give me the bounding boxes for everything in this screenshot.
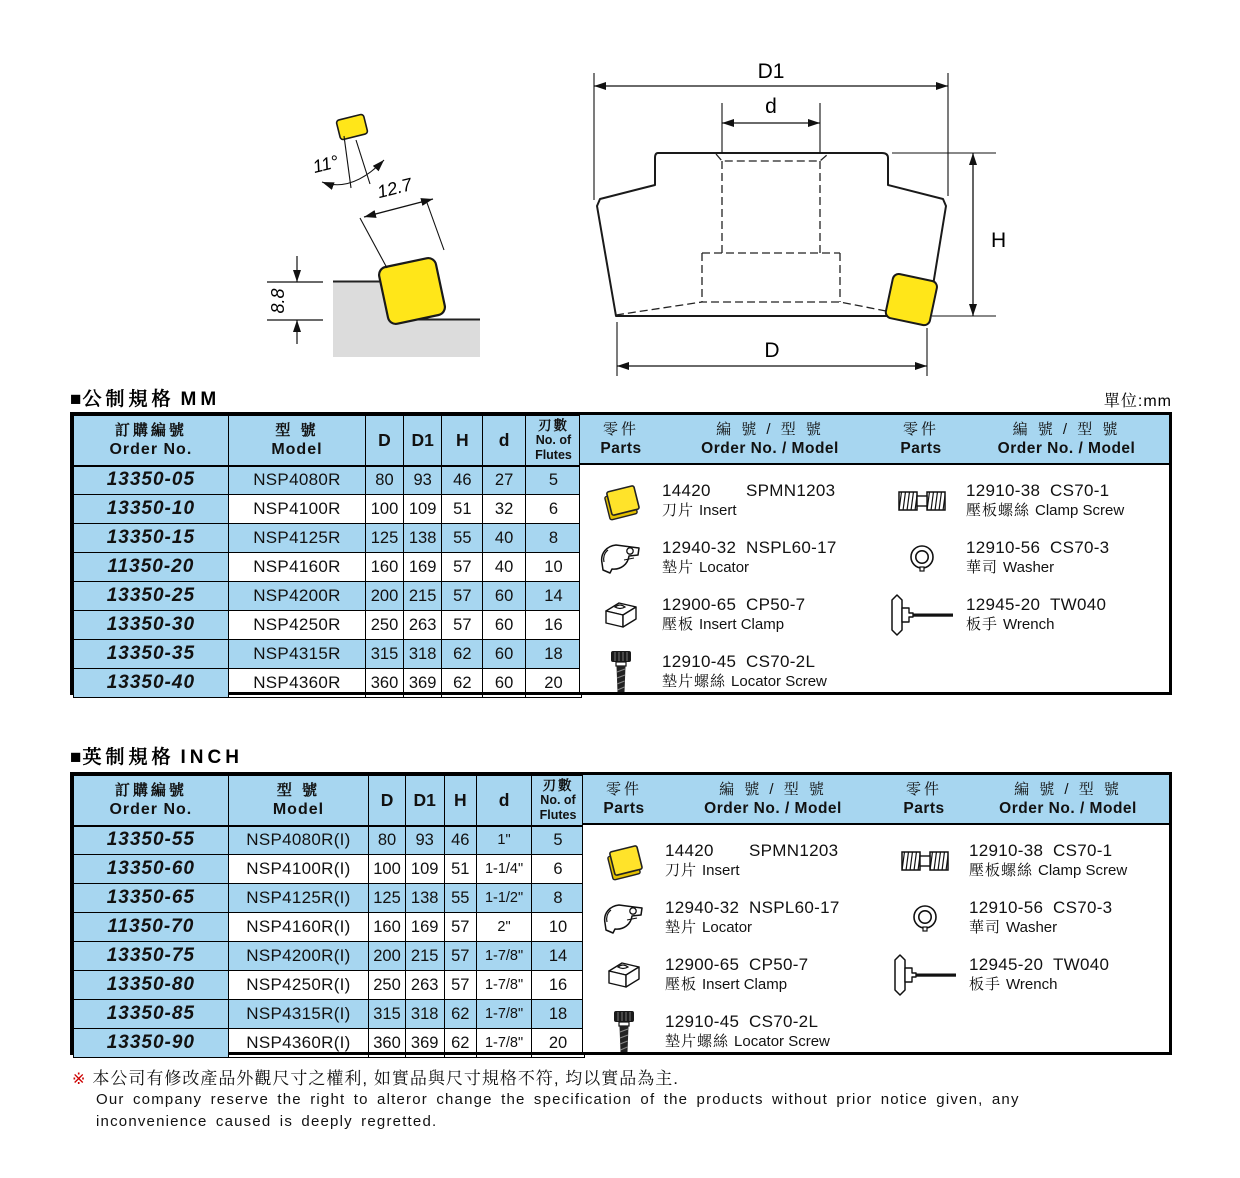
metric-parts-panel — [579, 415, 1169, 692]
flutes-cell: 10 — [532, 913, 585, 942]
dd-cell: 60 — [483, 669, 526, 698]
model-cell: NSP4200R(I) — [228, 942, 368, 971]
parts-column-right — [878, 472, 1169, 700]
flutes-cell: 8 — [525, 524, 581, 553]
d1-cell: 263 — [405, 971, 444, 1000]
part-entry-wrench: 12945-20 TW040 板手 Wrench — [881, 946, 1169, 1003]
footnote-mark: ※ — [72, 1071, 87, 1088]
d1-cell: 369 — [405, 1029, 444, 1058]
model-cell: NSP4250R(I) — [228, 971, 368, 1000]
part-entry-locator-screw: 12910-45 CS70-2L 墊片螺絲 Locator Screw — [583, 1003, 881, 1060]
table-row — [74, 582, 582, 611]
d1-cell: 215 — [405, 942, 444, 971]
d-cell: 160 — [366, 553, 404, 582]
d-cell: 250 — [366, 611, 404, 640]
model-cell: NSP4160R — [228, 553, 365, 582]
disclaimer — [72, 1064, 1182, 1133]
dd-cell: 40 — [483, 553, 526, 582]
clamp-screw-icon — [878, 488, 966, 514]
model-cell: NSP4080R — [228, 466, 365, 495]
h-cell: 55 — [444, 884, 477, 913]
cutter-side-view — [594, 60, 1006, 376]
model-cell: NSP4250R — [228, 611, 365, 640]
d1-cell: 169 — [403, 553, 442, 582]
order-no-cell: 13350-25 — [74, 582, 229, 611]
table-row — [74, 466, 582, 495]
model-cell: NSP4080R(I) — [228, 826, 368, 855]
d-cell: 100 — [366, 495, 404, 524]
col-flutes: 刃數 No. of Flutes — [525, 416, 581, 466]
d-cell: 160 — [369, 913, 406, 942]
dim-label-H: H — [991, 229, 1007, 252]
col-D: D — [369, 776, 406, 826]
col-flutes: 刃數 No. of Flutes — [532, 776, 585, 826]
part-entry-insert: 14420 SPMN1203 刀片 Insert — [580, 472, 878, 529]
part-entry-locator: 12940-32 NSPL60-17 墊片 Locator — [583, 889, 881, 946]
dim-label-D1: D1 — [757, 60, 785, 83]
d-cell: 125 — [366, 524, 404, 553]
flutes-cell: 5 — [532, 826, 585, 855]
table-row — [74, 669, 582, 698]
h-cell: 57 — [442, 582, 483, 611]
locator-icon — [580, 540, 662, 576]
dd-cell: 1-7/8" — [477, 971, 532, 1000]
table-row — [74, 553, 582, 582]
order-no-cell: 13350-80 — [74, 971, 229, 1000]
part-entry-clamp-screw: 12910-38 CS70-1 壓板螺絲 Clamp Screw — [878, 472, 1169, 529]
technical-diagrams — [0, 0, 1240, 402]
inch-table — [73, 775, 585, 1058]
d1-cell: 138 — [403, 524, 442, 553]
h-cell: 51 — [442, 495, 483, 524]
model-cell: NSP4160R(I) — [228, 913, 368, 942]
flutes-cell: 14 — [525, 582, 581, 611]
col-d: d — [477, 776, 532, 826]
h-cell: 62 — [444, 1029, 477, 1058]
large-insert — [378, 257, 447, 326]
model-cell: NSP4125R(I) — [228, 884, 368, 913]
order-no-cell: 13350-10 — [74, 495, 229, 524]
flutes-cell: 20 — [532, 1029, 585, 1058]
metric-section-head — [70, 384, 1172, 411]
d-cell: 125 — [369, 884, 406, 913]
d-cell: 80 — [369, 826, 406, 855]
part-entry-locator-screw: 12910-45 CS70-2L 墊片螺絲 Locator Screw — [580, 643, 878, 700]
locator-screw-icon — [580, 650, 662, 694]
table-row — [74, 524, 582, 553]
h-cell: 51 — [444, 855, 477, 884]
flutes-cell: 14 — [532, 942, 585, 971]
flutes-cell: 5 — [525, 466, 581, 495]
col-d: d — [483, 416, 526, 466]
col-D: D — [366, 416, 404, 466]
d-cell: 200 — [369, 942, 406, 971]
locator-icon — [583, 900, 665, 936]
flutes-cell: 10 — [525, 553, 581, 582]
h-cell: 57 — [444, 971, 477, 1000]
flutes-cell: 20 — [525, 669, 581, 698]
insert-icon — [583, 841, 665, 881]
d1-cell: 109 — [403, 495, 442, 524]
h-cell: 57 — [442, 611, 483, 640]
d-cell: 360 — [369, 1029, 406, 1058]
cutter-insert — [885, 273, 938, 326]
order-no-cell: 13350-55 — [74, 826, 229, 855]
h-cell: 46 — [444, 826, 477, 855]
table-row — [74, 1029, 585, 1058]
d1-cell: 263 — [403, 611, 442, 640]
d-cell: 360 — [366, 669, 404, 698]
inch-table-wrap — [70, 772, 1172, 1055]
small-insert — [336, 114, 368, 140]
d-cell: 80 — [366, 466, 404, 495]
order-no-cell: 13350-75 — [74, 942, 229, 971]
inch-header-row — [74, 776, 585, 826]
order-no-cell: 13350-65 — [74, 884, 229, 913]
table-row — [74, 495, 582, 524]
flutes-cell: 6 — [532, 855, 585, 884]
model-cell: NSP4315R — [228, 640, 365, 669]
flutes-cell: 8 — [532, 884, 585, 913]
dim-label-step: 8.8 — [268, 288, 288, 314]
parts-column-right — [881, 832, 1169, 1060]
model-cell: NSP4125R — [228, 524, 365, 553]
col-order: 訂購編號 Order No. — [74, 776, 229, 826]
h-cell: 55 — [442, 524, 483, 553]
dim-label-d: d — [765, 95, 777, 118]
dd-cell: 1" — [477, 826, 532, 855]
dd-cell: 1-7/8" — [477, 1029, 532, 1058]
col-model: 型 號 Model — [228, 416, 365, 466]
d1-cell: 109 — [405, 855, 444, 884]
clamp-screw-icon — [881, 848, 969, 874]
dd-cell: 1-7/8" — [477, 942, 532, 971]
h-cell: 62 — [442, 640, 483, 669]
dd-cell: 1-7/8" — [477, 1000, 532, 1029]
part-entry-insert-clamp: 12900-65 CP50-7 壓板 Insert Clamp — [583, 946, 881, 1003]
parts-column-left — [583, 832, 881, 1060]
order-no-cell: 13350-40 — [74, 669, 229, 698]
col-order: 訂購編號 Order No. — [74, 416, 229, 466]
col-D1: D1 — [405, 776, 444, 826]
dd-cell: 2" — [477, 913, 532, 942]
table-row — [74, 640, 582, 669]
metric-section-title: ■公制規格 MM — [70, 389, 221, 410]
model-cell: NSP4100R(I) — [228, 855, 368, 884]
flutes-cell: 16 — [525, 611, 581, 640]
order-no-cell: 11350-20 — [74, 553, 229, 582]
insert-clamp-icon — [580, 598, 662, 632]
flutes-cell: 6 — [525, 495, 581, 524]
table-row — [74, 942, 585, 971]
table-row — [74, 611, 582, 640]
h-cell: 57 — [442, 553, 483, 582]
parts-list — [583, 825, 1169, 1060]
dim-label-D: D — [764, 339, 780, 362]
unit-label: 單位:mm — [1103, 393, 1172, 410]
flutes-cell: 16 — [532, 971, 585, 1000]
metric-table — [73, 415, 582, 698]
model-cell: NSP4315R(I) — [228, 1000, 368, 1029]
dd-cell: 60 — [483, 640, 526, 669]
dim-label-angle: 11° — [310, 151, 341, 178]
flutes-cell: 18 — [525, 640, 581, 669]
order-no-cell: 13350-35 — [74, 640, 229, 669]
metric-header-row — [74, 416, 582, 466]
dd-cell: 1-1/4" — [477, 855, 532, 884]
inch-section-head — [70, 742, 1172, 769]
order-no-cell: 13350-15 — [74, 524, 229, 553]
table-row — [74, 1000, 585, 1029]
col-model: 型 號 Model — [228, 776, 368, 826]
model-cell: NSP4360R — [228, 669, 365, 698]
table-row — [74, 913, 585, 942]
h-cell: 46 — [442, 466, 483, 495]
d-cell: 315 — [369, 1000, 406, 1029]
h-cell: 57 — [444, 913, 477, 942]
h-cell: 62 — [442, 669, 483, 698]
order-no-cell: 13350-85 — [74, 1000, 229, 1029]
table-row — [74, 971, 585, 1000]
model-cell: NSP4100R — [228, 495, 365, 524]
dd-cell: 60 — [483, 582, 526, 611]
wrench-icon — [878, 594, 966, 636]
washer-icon — [881, 903, 969, 933]
part-entry-washer: 12910-56 CS70-3 華司 Washer — [881, 889, 1169, 946]
col-H: H — [444, 776, 477, 826]
d1-cell: 318 — [405, 1000, 444, 1029]
inch-section-title: ■英制規格 INCH — [70, 747, 243, 768]
part-entry-washer: 12910-56 CS70-3 華司 Washer — [878, 529, 1169, 586]
d-cell: 100 — [369, 855, 406, 884]
section-marker: ■ — [70, 389, 83, 410]
insert-geometry-view — [267, 114, 480, 357]
d1-cell: 93 — [403, 466, 442, 495]
parts-header: 零件 Parts 編 號 / 型 號 Order No. / Model 零件 Parts 編 號 / 型 號 Order No. / Model — [583, 775, 1169, 825]
part-entry-clamp-screw: 12910-38 CS70-1 壓板螺絲 Clamp Screw — [881, 832, 1169, 889]
metric-table-wrap — [70, 412, 1172, 695]
wrench-icon — [881, 954, 969, 996]
order-no-cell: 13350-30 — [74, 611, 229, 640]
locator-screw-icon — [583, 1010, 665, 1054]
d1-cell: 369 — [403, 669, 442, 698]
h-cell: 57 — [444, 942, 477, 971]
order-no-cell: 13350-60 — [74, 855, 229, 884]
part-entry-insert-clamp: 12900-65 CP50-7 壓板 Insert Clamp — [580, 586, 878, 643]
order-no-cell: 13350-05 — [74, 466, 229, 495]
col-H: H — [442, 416, 483, 466]
flutes-cell: 18 — [532, 1000, 585, 1029]
table-row — [74, 826, 585, 855]
insert-clamp-icon — [583, 958, 665, 992]
dd-cell: 60 — [483, 611, 526, 640]
parts-column-left — [580, 472, 878, 700]
d1-cell: 138 — [405, 884, 444, 913]
col-D1: D1 — [403, 416, 442, 466]
dd-cell: 27 — [483, 466, 526, 495]
table-row — [74, 884, 585, 913]
insert-icon — [580, 481, 662, 521]
d-cell: 315 — [366, 640, 404, 669]
d1-cell: 215 — [403, 582, 442, 611]
dd-cell: 32 — [483, 495, 526, 524]
dd-cell: 40 — [483, 524, 526, 553]
part-entry-locator: 12940-32 NSPL60-17 墊片 Locator — [580, 529, 878, 586]
model-cell: NSP4200R — [228, 582, 365, 611]
d1-cell: 169 — [405, 913, 444, 942]
part-entry-wrench: 12945-20 TW040 板手 Wrench — [878, 586, 1169, 643]
order-no-cell: 13350-90 — [74, 1029, 229, 1058]
h-cell: 62 — [444, 1000, 477, 1029]
table-row — [74, 855, 585, 884]
inch-parts-panel — [582, 775, 1169, 1052]
section-marker: ■ — [70, 747, 83, 768]
d1-cell: 318 — [403, 640, 442, 669]
washer-icon — [878, 543, 966, 573]
part-entry-insert: 14420 SPMN1203 刀片 Insert — [583, 832, 881, 889]
disclaimer-en-2: inconvenience caused is deeply regretted. — [96, 1113, 438, 1130]
disclaimer-en-1: Our company reserve the right to alteror change the specification of the products without prior notice given, any — [96, 1091, 1020, 1108]
order-no-cell: 11350-70 — [74, 913, 229, 942]
d1-cell: 93 — [405, 826, 444, 855]
model-cell: NSP4360R(I) — [228, 1029, 368, 1058]
d-cell: 200 — [366, 582, 404, 611]
parts-header: 零件 Parts 編 號 / 型 號 Order No. / Model 零件 Parts 編 號 / 型 號 Order No. / Model — [580, 415, 1169, 465]
dd-cell: 1-1/2" — [477, 884, 532, 913]
parts-list — [580, 465, 1169, 700]
disclaimer-zh: 本公司有修改產品外觀尺寸之權利, 如實品與尺寸規格不符, 均以實品為主. — [92, 1069, 680, 1088]
d-cell: 250 — [369, 971, 406, 1000]
dim-label-edge: 12.7 — [375, 174, 414, 203]
